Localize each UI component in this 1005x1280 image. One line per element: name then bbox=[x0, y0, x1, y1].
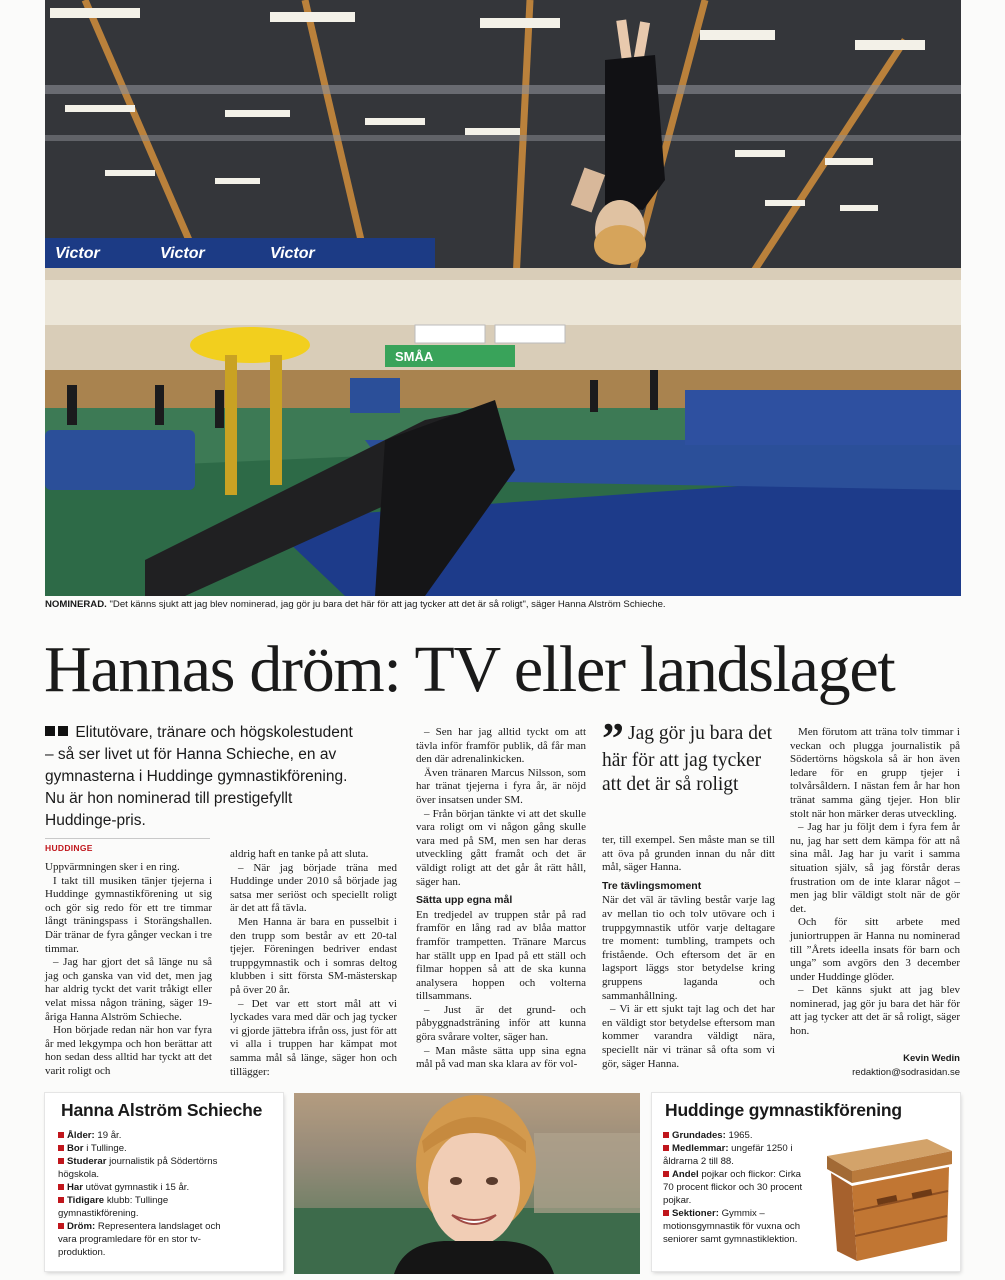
factbox-title: Hanna Alström Schieche bbox=[61, 1100, 263, 1120]
paragraph: – Det känns sjukt att jag blev nominerad, jag gör ju bara det här för att jag tycker att det är så roligt, säger hon. bbox=[790, 984, 960, 1038]
kicker-rule bbox=[45, 838, 210, 839]
headline: Hannas dröm: TV eller landslaget bbox=[44, 633, 895, 706]
paragraph: – Sen har jag alltid tyckt om att tävla inför framför publik, då får man den där adrenalinkicken. bbox=[416, 726, 586, 766]
column-1 bbox=[45, 861, 212, 1079]
fact-item: Ålder: 19 år. bbox=[58, 1129, 230, 1142]
paragraph: aldrig haft en tanke på att sluta. bbox=[230, 848, 369, 860]
paragraph: – Vi är ett sjukt tajt lag och det har en väldigt stor betydelse eftersom man kommer varandra väldigt nära, speciellt när vi tränar så ofta som vi gör, säger Hanna. bbox=[602, 1003, 775, 1070]
paragraph: Uppvärmningen sker i en ring. bbox=[45, 861, 180, 873]
factbox-list bbox=[663, 1129, 811, 1246]
paragraph: En tredjedel av truppen står på rad framför en lång rad av blåa mattor framför trampetten. Tränare Marcus har ställt upp en Ipad på ett ställ och filmar hoppen så att de ska kunna analysera hoppen och volterna tillsammans. bbox=[416, 908, 586, 1003]
fact-item: Andel pojkar och flickor: Cirka 70 procent flickor och 30 procent pojkar. bbox=[663, 1169, 803, 1206]
vaulting-box-icon bbox=[817, 1131, 957, 1266]
paragraph: – Just är det grund- och påbyggnadsträning inför att kunna göra svårare volter, säger han. bbox=[416, 1003, 586, 1044]
photo-caption bbox=[45, 599, 965, 611]
byline-name: Kevin Wedin bbox=[903, 1053, 960, 1064]
svg-text:Victor: Victor bbox=[55, 245, 100, 262]
quote-mark-icon: ” bbox=[602, 714, 624, 763]
paragraph: – Det var ett stort mål att vi lyckades vara med där och jag tycker vi gjorde jättebra ifrån oss, just för att vi alla i truppen har kämpat mot samma mål så länge, säger hon och tillägger: bbox=[230, 997, 397, 1078]
paragraph: Men Hanna är bara en pusselbit i den trupp som består av ett 20-tal tjejer. Föreningen bedriver endast truppgymnastik och i somras deltog klubben i sitt första SM-mästerskap på över 20 år. bbox=[230, 915, 397, 996]
paragraph: När det väl är tävling består varje lag av mellan tio och tolv utövare och i truppgymnastik utför varje deltagare tre moment: tumbling, trampets och fristående. Och eftersom det är en lagsport läggs stor betydelse kring gruppens laganda och sammanhållning. bbox=[602, 894, 775, 1002]
svg-text:Victor: Victor bbox=[270, 245, 315, 262]
paragraph: Och för sitt arbete med juniortruppen är Hanna nu nominerad till ”Årets ideella insats för barn och unga” som avgörs den 3 december under Huddinge glöder. bbox=[790, 916, 960, 983]
paragraph: – Från början tänkte vi att det skulle vara roligt om vi någon gång skulle vara med på SM, men sen har deras utveckling gått framåt och det är väldigt roligt att det går åt rätt håll, säger han. bbox=[416, 807, 586, 888]
paragraph: Men förutom att träna tolv timmar i veckan och plugga journalistik på Södertörns högskola så är hon även ledare för en grupp tjejer i tolvårsåldern. I nästan fem år har hon tränat samma gäng tjejer. Hon blir stolt när hon märker deras utveckling. bbox=[790, 726, 960, 820]
factbox-club bbox=[652, 1093, 960, 1271]
column-3 bbox=[416, 726, 586, 1072]
paragraph: – När jag började träna med Huddinge under 2010 så började jag satsa mer seriöst och speciellt roligt är det att få tävla. bbox=[230, 861, 397, 915]
caption-text: "Det känns sjukt att jag blev nominerad, jag gör ju bara det här för att jag tycker att det är så roligt", säger Hanna Alström Schieche. bbox=[106, 599, 666, 610]
paragraph: ter, till exempel. Sen måste man se till att öva på grunden innan du når ditt mål, säger Hanna. bbox=[602, 834, 775, 874]
portrait-photo bbox=[294, 1093, 640, 1274]
lede-text: Elitutövare, tränare och högskolestudent – så ser livet ut för Hanna Schieche, en av gymnasterna i Huddinge gymnastikförening. Nu är hon nominerad till prestigefyllt Huddinge-pris. bbox=[45, 724, 353, 829]
pull-quote-text: Jag gör ju bara det här för att jag tycker att det är så roligt bbox=[602, 723, 773, 795]
factbox-title: Huddinge gymnastikförening bbox=[665, 1100, 902, 1120]
paragraph: I takt till musiken tänjer tjejerna i Huddinge gymnastikförening ut sig och gör sig redo för ett tre timmar långt träningspass i Storängshallen. Där tränar de fyra gånger veckan i tre timmar. bbox=[45, 874, 212, 955]
paragraph: – Jag har ju följt dem i fyra fem år nu, jag har sett dem kämpa för att nå sina mål. Jag har ju varit i samma situation själv, så jag förstår deras frustration om de inte klarar något – men jag blir väldigt stolt när de gör det. bbox=[790, 821, 960, 915]
kicker: HUDDINGE bbox=[45, 843, 93, 853]
fact-item: Har utövat gymnastik i 15 år. bbox=[58, 1181, 230, 1194]
factbox-list bbox=[58, 1129, 230, 1259]
svg-text:Victor: Victor bbox=[160, 245, 205, 262]
caption-label: NOMINERAD. bbox=[45, 599, 107, 610]
fact-item: Bor i Tullinge. bbox=[58, 1142, 230, 1155]
fact-item: Medlemmar: ungefär 1250 i åldrarna 2 till 88. bbox=[663, 1143, 793, 1167]
column-4 bbox=[602, 834, 775, 1071]
paragraph: Hon började redan när hon var fyra år med lekgympa och hon berättar att hon sedan dess alltid har tyckt att det varit roligt och bbox=[45, 1024, 212, 1077]
fact-item: Dröm: Representera landslaget och vara programledare för en stor tv-produktion. bbox=[58, 1221, 221, 1258]
fact-item: Tidigare klubb: Tullinge gymnastikförening. bbox=[58, 1195, 169, 1219]
subhead: Sätta upp egna mål bbox=[416, 894, 513, 907]
paragraph: – Jag har gjort det så länge nu så jag och ganska van vid det, men jag har aldrig tyckt det varit tråkigt eller velat missa någon träning, säger 19-åriga Hanna Alström Schieche. bbox=[45, 956, 212, 1023]
fact-item: Grundades: 1965. bbox=[663, 1129, 811, 1142]
svg-text:SMÅA: SMÅA bbox=[395, 349, 434, 364]
fact-item: Sektioner: Gymmix – motionsgymnastik för vuxna och seniorer samt gymnastiklektion. bbox=[663, 1208, 801, 1245]
byline-email: redaktion@sodrasidan.se bbox=[852, 1067, 960, 1078]
column-2 bbox=[230, 848, 397, 1079]
paragraph: Även tränaren Marcus Nilsson, som har tränat tjejerna i fyra år, är nöjd över insatsen under SM. bbox=[416, 766, 586, 806]
hero-photo bbox=[45, 0, 961, 596]
lede bbox=[45, 722, 365, 832]
gym-hall-illustration bbox=[45, 0, 961, 596]
paragraph: – Man måste sätta upp sina egna mål på vad man ska klara av för vol- bbox=[416, 1044, 586, 1071]
portrait-illustration bbox=[294, 1093, 640, 1274]
column-5 bbox=[790, 726, 960, 1039]
fact-item: Studerar journalistik på Södertörns högskola. bbox=[58, 1156, 218, 1180]
factbox-person bbox=[45, 1093, 283, 1271]
subhead: Tre tävlingsmoment bbox=[602, 879, 702, 892]
pull-quote bbox=[602, 714, 782, 796]
